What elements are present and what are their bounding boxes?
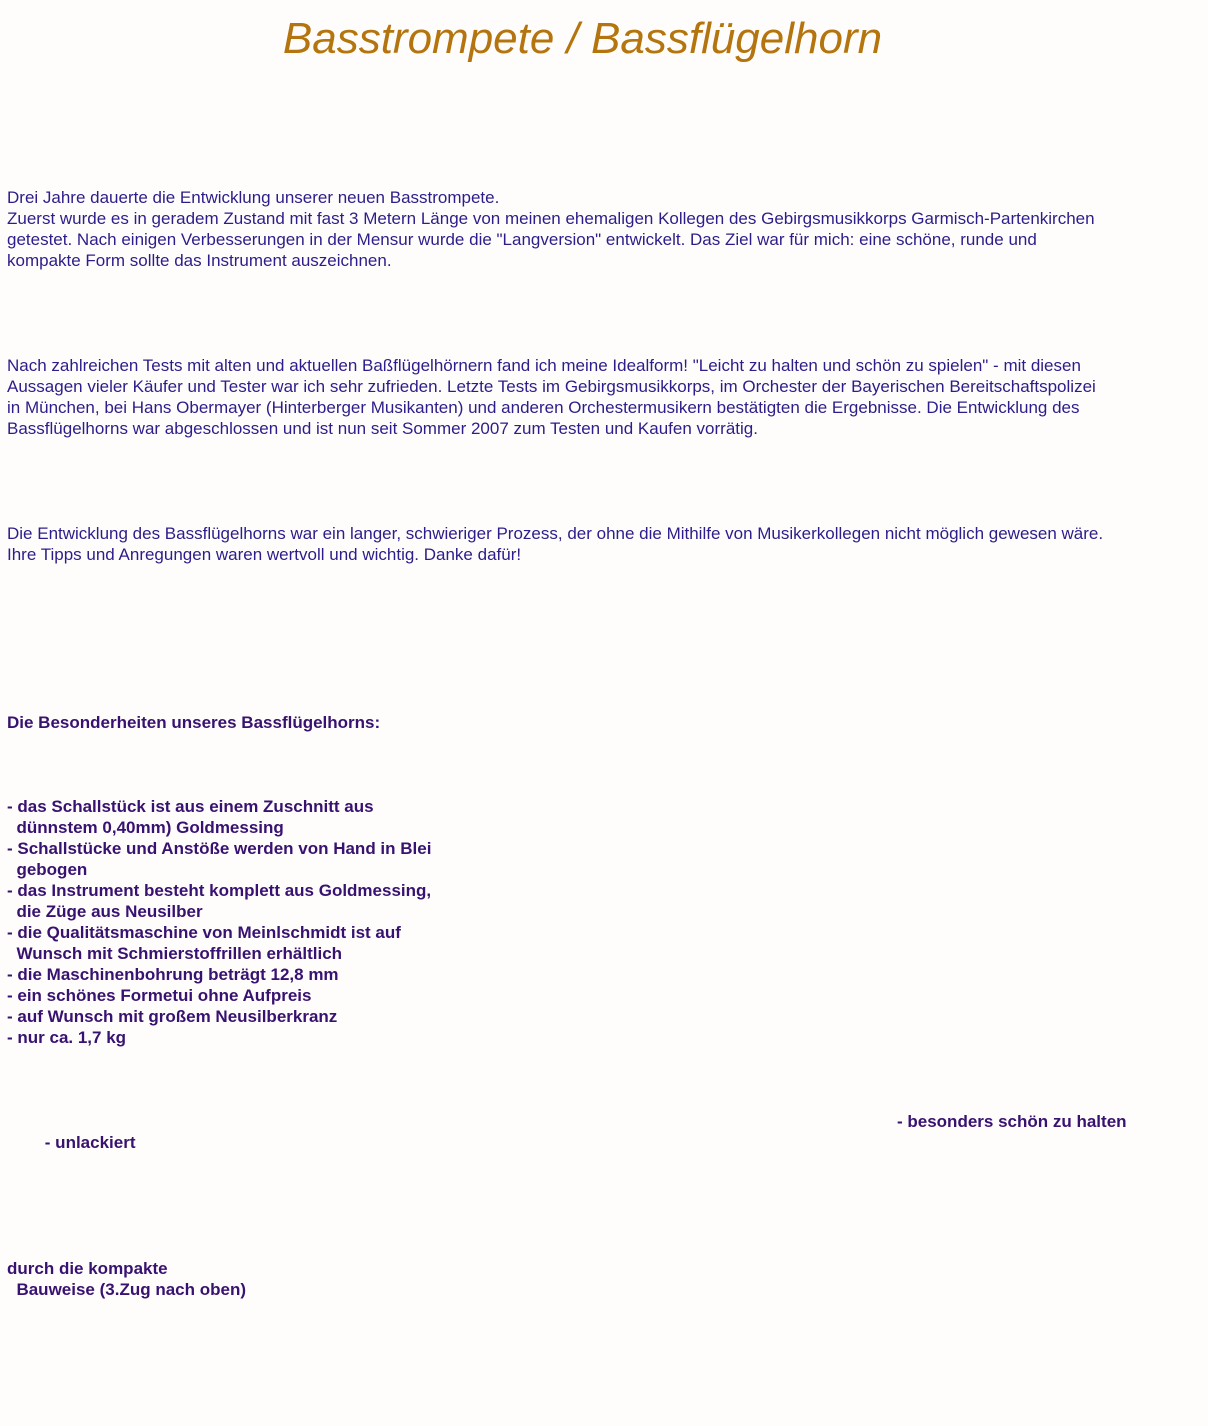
text-line: - das Schallstück ist aus einem Zuschnitt aus <box>7 797 374 816</box>
text-line: Bassflügelhorns war abgeschlossen und ist nun seit Sommer 2007 zum Testen und Kaufen vorrätig. <box>7 419 758 438</box>
text-line: Ihre Tipps und Anregungen waren wertvoll und wichtig. Danke dafür! <box>7 545 522 564</box>
features-heading: Die Besonderheiten unseres Bassflügelhorns: <box>7 713 381 732</box>
page-title: Basstrompete / Bassflügelhorn <box>282 14 883 63</box>
text-line: - das Instrument besteht komplett aus Goldmessing, <box>7 881 432 900</box>
text-line: Wunsch mit Schmierstoffrillen erhältlich <box>7 944 343 963</box>
text-line: - Schallstücke und Anstöße werden von Hand in Blei <box>7 839 432 858</box>
intro-paragraph-2 <box>7 355 1201 439</box>
text-line: Nach zahlreichen Tests mit alten und aktuellen Baßflügelhörnern fand ich meine Idealform! "Leicht zu halten und schön zu spielen" - mit diesen <box>7 356 1081 375</box>
feature-right-note: - besonders schön zu halten <box>897 1112 1127 1131</box>
features-list <box>7 796 1201 1048</box>
text-line: getestet. Nach einigen Verbesserungen in der Mensur wurde die "Langversion" entwickelt. Das Ziel war für mich: eine schöne, runde und <box>7 230 1037 249</box>
text-line: - ein schönes Formetui ohne Aufpreis <box>7 986 312 1005</box>
text-line: Die Entwicklung des Bassflügelhorns war ein langer, schwieriger Prozess, der ohne die Mithilfe von Musikerkollegen nicht möglich gewesen wäre. <box>7 524 1104 543</box>
text-line: durch die kompakte <box>7 1259 168 1278</box>
text-line: Aussagen vieler Käufer und Tester war ich sehr zufrieden. Letzte Tests im Gebirgsmusikkorps, im Orchester der Bayerischen Bereitschaftspolizei <box>7 377 1096 396</box>
text-line: Bauweise (3.Zug nach oben) <box>7 1280 246 1299</box>
text-line: - nur ca. 1,7 kg <box>7 1028 127 1047</box>
features-section <box>7 649 1201 1363</box>
features-continuation <box>7 1258 1201 1300</box>
text-line: Drei Jahre dauerte die Entwicklung unserer neuen Basstrompete. <box>7 188 500 207</box>
feature-unlackiert-label: - unlackiert <box>44 1133 136 1152</box>
text-line: in München, bei Hans Obermayer (Hinterberger Musikanten) und anderen Orchestermusikern bestätigten die Ergebnisse. Die Entwicklung des <box>7 398 1080 417</box>
intro-paragraph-3 <box>7 523 1201 565</box>
feature-line-unlackiert <box>7 1111 1201 1195</box>
text-line: die Züge aus Neusilber <box>7 902 203 921</box>
text-line: kompakte Form sollte das Instrument auszeichnen. <box>7 251 392 270</box>
text-line: - auf Wunsch mit großem Neusilberkranz <box>7 1007 338 1026</box>
intro-paragraph-1 <box>7 187 1201 271</box>
text-line: gebogen <box>7 860 88 879</box>
text-line: Zuerst wurde es in geradem Zustand mit fast 3 Metern Länge von meinen ehemaligen Kollegen des Gebirgsmusikkorps Garmisch-Partenkirchen <box>7 209 1095 228</box>
text-line: - die Qualitätsmaschine von Meinlschmidt ist auf <box>7 923 401 942</box>
text-line: - die Maschinenbohrung beträgt 12,8 mm <box>7 965 339 984</box>
article-body <box>7 124 1201 1426</box>
text-line: dünnstem 0,40mm) Goldmessing <box>7 818 284 837</box>
